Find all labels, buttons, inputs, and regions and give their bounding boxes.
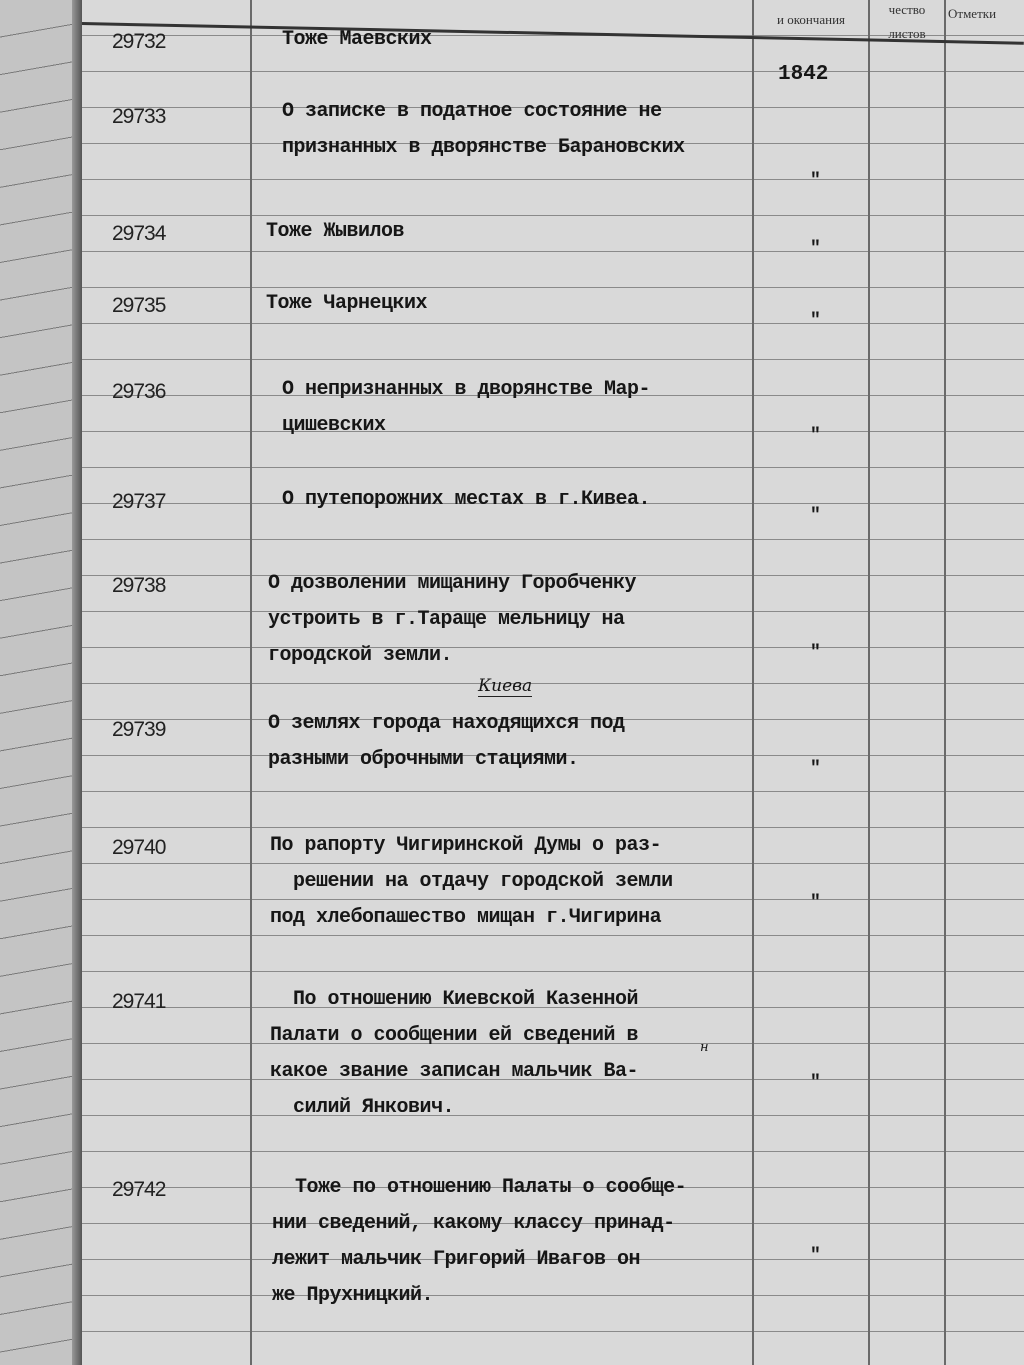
ditto-mark: " [810, 893, 821, 913]
column-divider [868, 0, 870, 1365]
description-line: О записке в податное состояние не [282, 100, 662, 123]
description-line: О землях города находящихся под [268, 712, 625, 735]
description-line: решении на отдачу городской земли [270, 870, 673, 893]
column-divider [752, 0, 754, 1365]
ditto-mark: " [810, 171, 821, 191]
description-line: Тоже Жывилов [266, 220, 405, 243]
entry-number: 29734 [112, 222, 166, 245]
entry-description [282, 94, 685, 166]
entry-description [282, 22, 432, 58]
ditto-mark: " [810, 311, 821, 331]
entry-description [282, 372, 650, 444]
entry-description [270, 982, 638, 1126]
entry-description [266, 286, 427, 322]
entry-number: 29740 [112, 836, 166, 859]
description-line: Тоже Маевских [282, 28, 432, 51]
entry-description [272, 1170, 686, 1314]
description-line: цишевских [282, 414, 386, 437]
entry-number: 29741 [112, 990, 166, 1013]
entry-number: 29736 [112, 380, 166, 403]
column-divider [250, 0, 252, 1365]
entry-description [268, 706, 625, 778]
ditto-mark: " [810, 426, 821, 446]
entry-description [266, 214, 404, 250]
header-notes: Отметки [948, 6, 997, 21]
description-line: признанных в дворянстве Барановских [282, 136, 685, 159]
entry-number: 29735 [112, 294, 166, 317]
description-line: городской земли. [268, 644, 453, 667]
description-line: какое звание записан мальчик Ва- [270, 1060, 639, 1083]
description-line: силий Янкович. [270, 1096, 455, 1119]
description-line: По рапорту Чигиринской Думы о раз- [270, 834, 662, 857]
entry-number: 29742 [112, 1178, 166, 1201]
entry-description [268, 566, 636, 674]
header-count-2: листов [888, 26, 926, 41]
ditto-mark: " [810, 239, 821, 259]
column-divider [944, 0, 946, 1365]
description-line: под хлебопашество мищан г.Чигирина [270, 906, 662, 929]
header-count-1: чество [888, 2, 926, 17]
header-dates: и окончания [776, 12, 846, 27]
entry-number: 29737 [112, 490, 166, 513]
description-line: О непризнанных в дворянстве Мар- [282, 378, 651, 401]
description-line: О путепорожних местах в г.Кивеа. [282, 488, 651, 511]
entry-number: 29738 [112, 574, 166, 597]
description-line: же Прухницкий. [272, 1284, 434, 1307]
ditto-mark: " [810, 1073, 821, 1093]
description-line: Тоже по отношению Палаты о сообще- [272, 1176, 687, 1199]
description-line: лежит мальчик Григорий Ивагов он [272, 1248, 641, 1271]
description-line: О дозволении мищанину Горобченку [268, 572, 637, 595]
description-line: По отношению Киевской Казенной [270, 988, 639, 1011]
handwritten-insertion: Киева [478, 676, 533, 696]
description-line: устроить в г.Тараще мельницу на [268, 608, 625, 631]
entry-number: 29733 [112, 105, 166, 128]
entry-number: 29732 [112, 30, 166, 53]
ditto-mark: " [810, 1246, 821, 1266]
ditto-mark: " [810, 643, 821, 663]
description-line: разными оброчными стациями. [268, 748, 579, 771]
description-line: нии сведений, какому классу принад- [272, 1212, 675, 1235]
entry-description [270, 828, 673, 936]
description-line: Тоже Чарнецких [266, 292, 428, 315]
entry-number: 29739 [112, 718, 166, 741]
facing-page-edge [0, 0, 84, 1365]
book-gutter [72, 0, 82, 1365]
ditto-mark: " [810, 506, 821, 526]
ditto-mark: " [810, 759, 821, 779]
handwritten-correction: н [700, 1040, 709, 1055]
entry-date: 1842 [778, 63, 829, 86]
ledger-sheet [82, 0, 1024, 1365]
entry-description [282, 482, 650, 518]
description-line: Палати о сообщении ей сведений в [270, 1024, 639, 1047]
